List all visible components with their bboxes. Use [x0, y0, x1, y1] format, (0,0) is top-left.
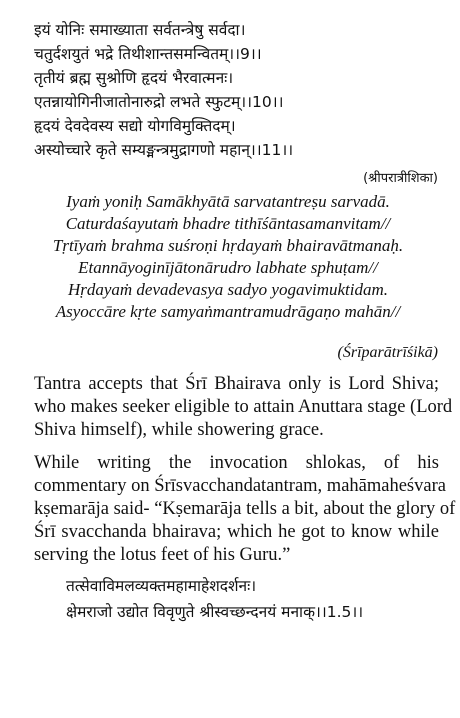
transliteration-line: Tṛtīyaṁ brahma suśroṇi hṛdayaṁ bhairavātmanaḥ.	[52, 236, 404, 255]
paragraph-line: Shiva himself), while showering grace.	[34, 420, 324, 440]
transliteration-line: Caturdaśayutaṁ bhadre tithīśāntasamanvitam//	[65, 214, 391, 233]
transliteration-block	[18, 191, 438, 323]
paragraph-bhairava	[34, 373, 453, 442]
closing-verse-line: तत्सेवाविमलव्यक्तमहामाहेशदर्शनः।	[66, 577, 257, 595]
paragraph-line: commentary on Śrīsvacchandatantram, mahāmaheśvara	[34, 476, 446, 496]
sanskrit-verse-line: इयं योनिः समाख्याता सर्वतन्त्रेषु सर्वदा।	[34, 21, 246, 39]
sanskrit-verse-line: एतन्नायोगिनीजातोनारुद्रो लभते स्फुटम्।।10।।	[34, 93, 284, 111]
sanskrit-source-citation: (श्रीपरात्रीशिका)	[363, 171, 438, 186]
paragraph-line: kṣemarāja said- “Kṣemarāja tells a bit, about the glory of	[34, 499, 456, 519]
transliteration-line: Hṛdayaṁ devadevasya sadyo yogavimuktidam.	[67, 280, 389, 299]
sanskrit-verse-line: हृदयं देवदेवस्य सद्यो योगविमुक्तिदम्।	[34, 117, 236, 135]
closing-verse-line: क्षेमराजो उद्योत विवृणुते श्रीस्वच्छन्दनयं मनाक्।।1.5।।	[66, 603, 364, 621]
transliteration-line: Asyoccāre kṛte samyaṅmantramudrāgaṇo mahān//	[55, 302, 401, 321]
paragraph-line: who makes seeker eligible to attain Anuttara stage (Lord	[34, 397, 453, 417]
transliteration-source-citation: (Śrīparātrīśikā)	[337, 344, 438, 361]
paragraph-line: While writing the invocation shlokas, of his	[34, 453, 439, 473]
transliteration-line: Iyaṁ yoniḥ Samākhyātā sarvatantreṣu sarvadā.	[66, 192, 390, 211]
paragraph-line: Śrī svacchanda bhairava; which he got to know while	[34, 522, 439, 542]
paragraph-line: Tantra accepts that Śrī Bhairava only is Lord Shiva;	[34, 374, 439, 394]
sanskrit-verse-line: चतुर्दशयुतं भद्रे तिथीशान्तसमन्वितम्।।9।।	[34, 45, 262, 63]
sanskrit-verse-line: तृतीयं ब्रह्म सुश्रोणि हृदयं भैरवात्मनः।	[34, 69, 234, 87]
transliteration-line: Etannāyoginījātonārudro labhate sphuṭam//	[78, 258, 378, 277]
paragraph-line: serving the lotus feet of his Guru.”	[34, 545, 291, 565]
paragraph-ksemaraja	[34, 452, 456, 567]
sanskrit-verse-block	[34, 18, 438, 162]
closing-sanskrit-verse	[66, 573, 438, 625]
sanskrit-verse-line: अस्योच्चारे कृते सम्यङ्मन्त्रमुद्रागणो महान्।।11।।	[34, 141, 294, 159]
